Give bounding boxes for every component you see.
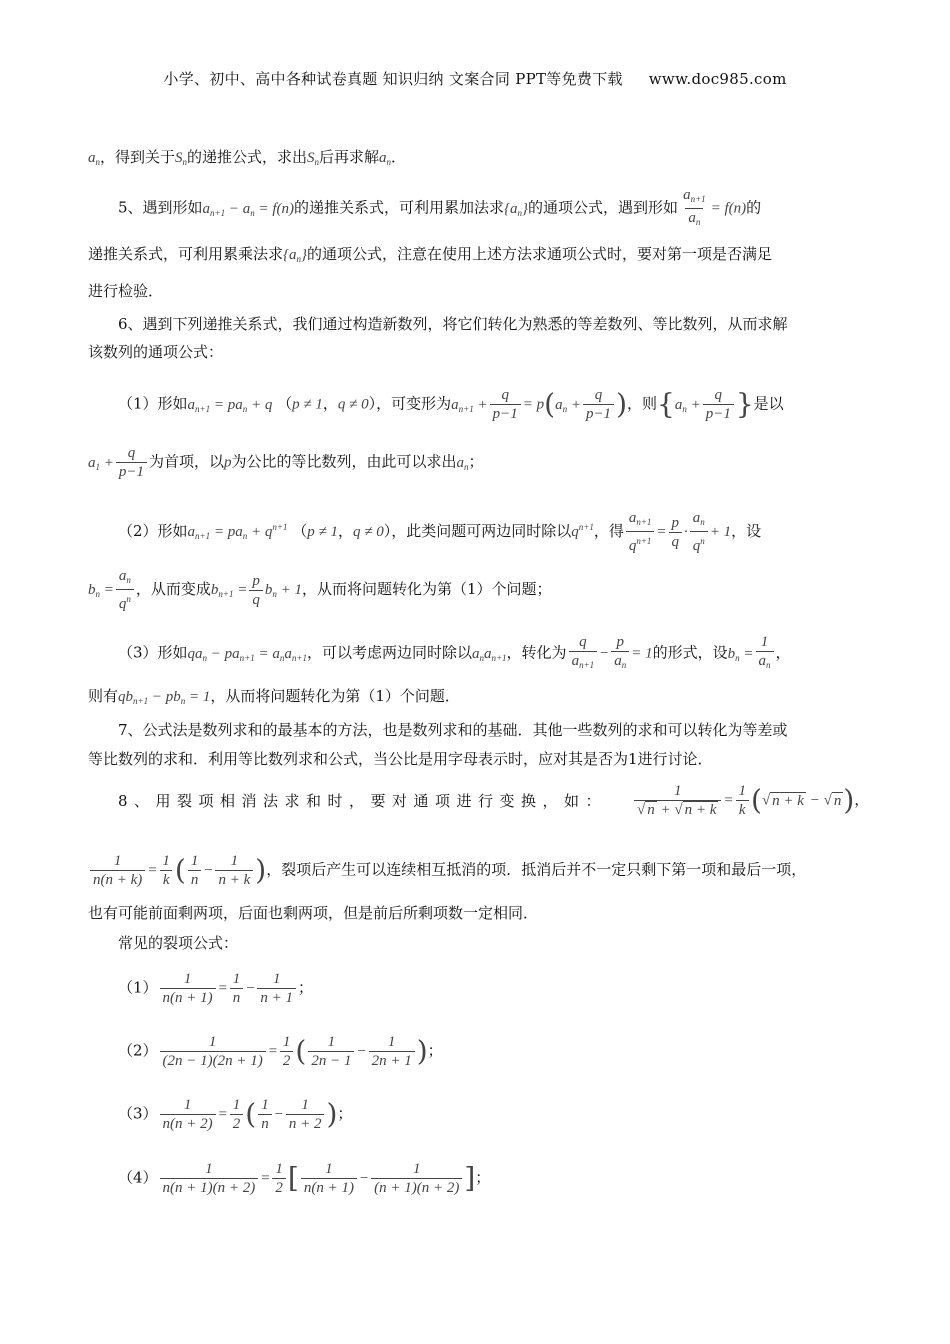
item-8-line-2: $\frac{1}{n(n + k)}$ = $\frac{1}{k}$ ( $\frac{1}{n}$ − $\frac{1}{n + k}$ )，裂项后产生可以连续相互抵消的项．抵消后并不一定只剩下第一项和最后一项， (88, 852, 806, 889)
item-5-line-3: 进行检验． (88, 282, 164, 300)
item-7-line-2: 等比数列的求和．利用等比数列求和公式，当公比是用字母表示时，应对其是否为1进行讨论． (88, 750, 713, 768)
item-5-line-1: 5、遇到形如$a_{n+1} - a_n = f(n)$的递推关系式，可利用累加法求$\{a_n\}$的通项公式，遇到形如 $\frac{a_{n+1}}{a_n}$ = f(n)的 (118, 186, 761, 231)
case-1-line-1: （1）形如$a_{n+1} = pa_n + q$ （p ≠ 1，q ≠ 0），可变形为$a_{n+1}$ + $\frac{q}{p-1}$ = $p(a_n$ + $\frac{q}{p-1}$ )，则{$a_n$ + $\frac{q}{p-1}$ }是以 (118, 387, 784, 422)
item-7-line-1: 7、公式法是数列求和的最基本的方法，也是数列求和的基础．其他一些数列的求和可以转化为等差或 (118, 721, 788, 739)
formula-2: （2） $\frac{1}{(2n - 1)(2n + 1)}$ = $\frac{1}{2}$ ( $\frac{1}{2n - 1}$ − $\frac{1}{2n + 1}$ )； (118, 1034, 443, 1069)
formula-1: （1） $\frac{1}{n(n + 1)}$ = $\frac{1}{n}$ − $\frac{1}{n + 1}$ ； (118, 971, 314, 1006)
formula-4: （4） $\frac{1}{n(n + 1)(n + 2)}$ = $\frac{1}{2}$ [ $\frac{1}{n(n + 1)}$ − $\frac{1}{(n + 1)(n + 2)}$ ]； (118, 1161, 491, 1196)
item-5-line-2: 递推关系式，可利用累乘法求$\{a_n\}$的通项公式，注意在使用上述方法求通项公式时，要对第一项是否满足 (88, 245, 773, 264)
item-6-line-1: 6、遇到下列递推关系式，我们通过构造新数列，将它们转化为熟悉的等差数列、等比数列，从而求解 (118, 315, 788, 333)
header-tagline: 小学、初中、高中各种试卷真题 知识归纳 文案合同 PPT等免费下载 (163, 70, 623, 88)
case-2-line-1: （2）形如$a_{n+1} = pa_n + q^{n+1}$ （p ≠ 1，q ≠ 0），此类问题可两边同时除以$q^{n+1}$，得 $\frac{a_{n+1}}{q^{n+1}}$ = $\frac{p}{q}$ · $\frac{a_n}{q^n}$ + 1，设 (118, 510, 762, 554)
item-8-line-3: 也有可能前面剩两项，后面也剩两项，但是前后所剩项数一定相同． (88, 904, 539, 922)
case-2-line-2: $b_n$ = $\frac{a_n}{q^n}$ ，从而变成$b_{n+1}$ = $\frac{p}{q}$ $b_n + 1$，从而将问题转化为第（1）个问题； (88, 568, 552, 612)
case-3-line-1: （3）形如$qa_n - pa_{n+1} = a_na_{n+1}$，可以考虑两边同时除以$a_na_{n+1}$，转化为 $\frac{q}{a_{n+1}}$ − $\frac{p}{a_n}$ = 1的形式，设$b_n$ = $\frac{1}{a_n}$ ， (118, 633, 791, 674)
page-header (0, 68, 950, 89)
item-8-line-1: 8、用裂项相消法求和时，要对通项进行变换，如： (118, 792, 608, 810)
item-8-formula-sqrt: $\frac{1}{√ n + √ n + k}$ = $\frac{1}{k}$ (√ n + k − √ n)， (632, 782, 869, 819)
formula-3: （3） $\frac{1}{n(n + 2)}$ = $\frac{1}{2}$ ( $\frac{1}{n}$ − $\frac{1}{n + 2}$ )； (118, 1097, 353, 1132)
case-1-line-2: $a_1$ + $\frac{q}{p-1}$ 为首项，以p为公比的等比数列，由此可以求出$a_n$； (88, 445, 484, 480)
common-formulas-heading: 常见的裂项公式： (118, 934, 239, 952)
case-3-line-2: 则有$qb_{n+1} - pb_n = 1$，从而将问题转化为第（1）个问题． (88, 687, 460, 706)
header-site-link[interactable]: www.doc985.com (648, 70, 787, 88)
item-6-line-2: 该数列的通项公式： (88, 343, 224, 361)
paragraph-continuation: $a_n$，得到关于$S_n$的递推公式，求出$S_n$后再求解$a_n$． (88, 148, 407, 167)
